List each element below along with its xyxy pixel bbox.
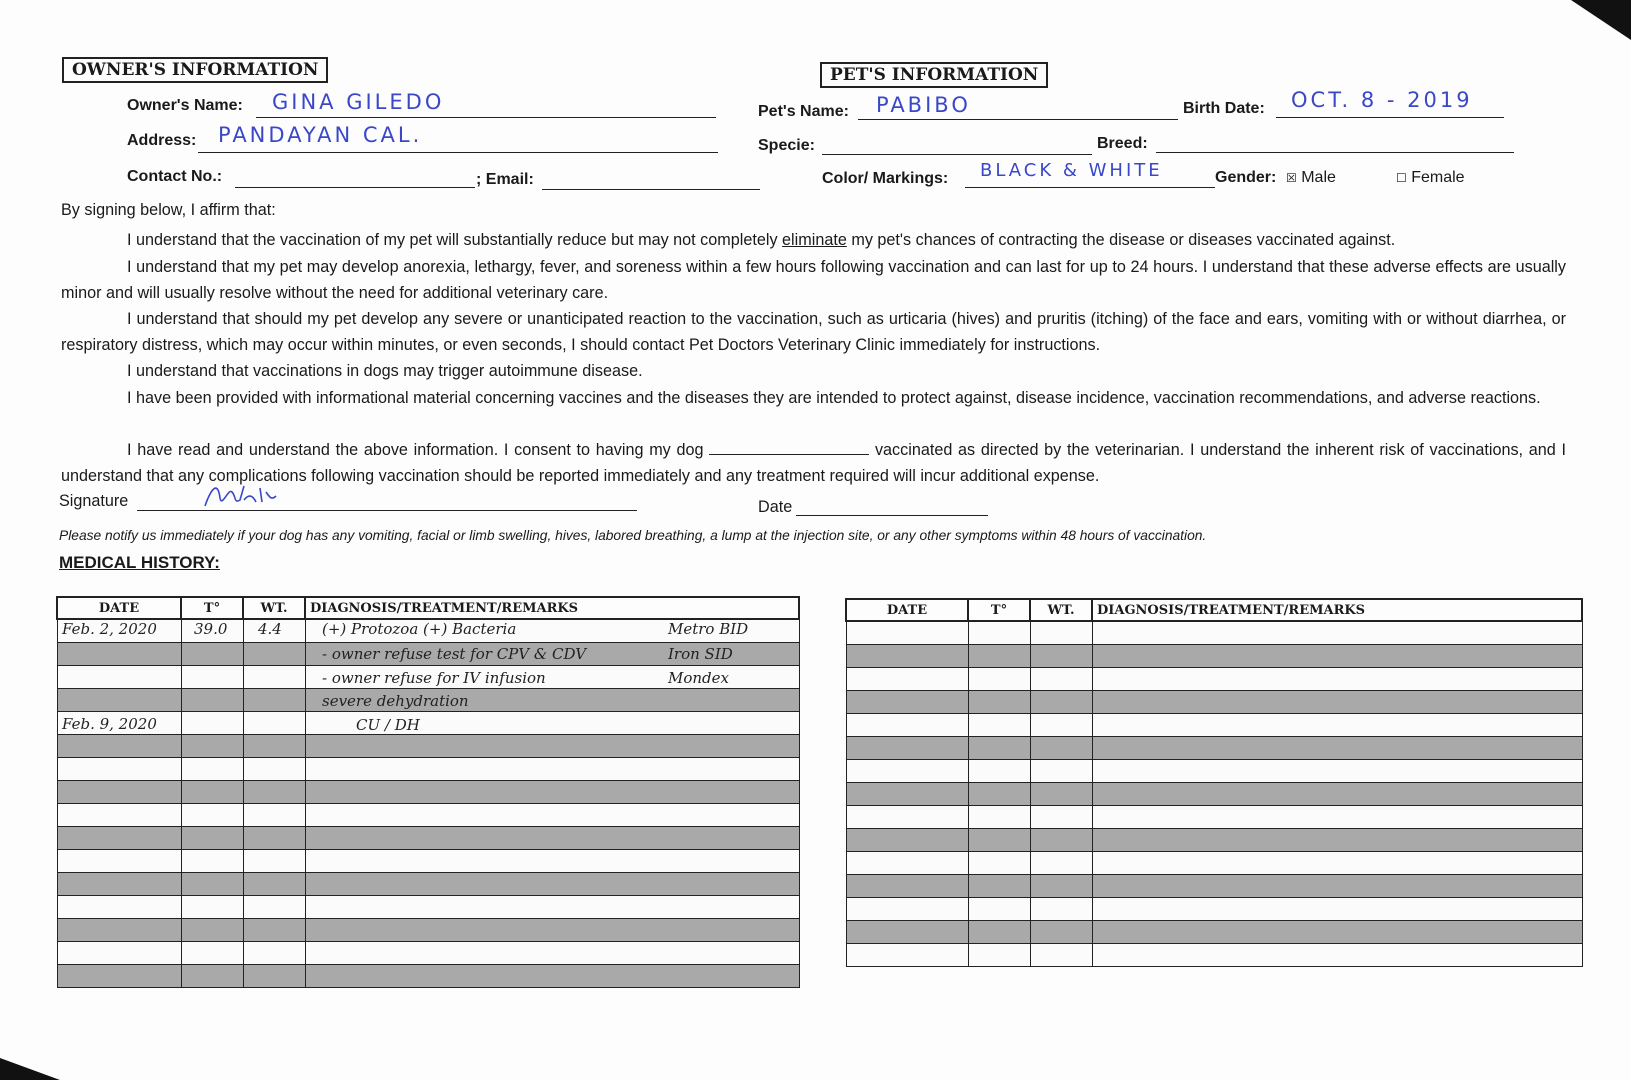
table-row[interactable] bbox=[57, 965, 799, 988]
col-remarks: DIAGNOSIS/TREATMENT/REMARKS bbox=[1092, 599, 1582, 621]
email-label: ; Email: bbox=[476, 171, 534, 188]
color-markings-line bbox=[965, 187, 1215, 188]
table-row[interactable] bbox=[846, 875, 1582, 898]
consent-paragraph-3: I understand that should my pet develop any severe or unanticipated reaction to the vaccination, such as urticaria (hives) and pruritis (itching) of the face and ears, vomiting with or without diarrhea, or respiratory distress, which may occur within minutes, or even seconds, I should contact Pet Doctors Veterinary Clinic immediately for instructions. bbox=[61, 310, 1566, 354]
entry-1-weight: 4.4 bbox=[258, 620, 282, 638]
consent-paragraph-1 bbox=[61, 227, 1566, 253]
entry-1-remarks: (+) Protozoa (+) Bacteria bbox=[322, 620, 517, 638]
gender-label: Gender: bbox=[1215, 169, 1277, 186]
table-row[interactable] bbox=[846, 829, 1582, 852]
table-row[interactable] bbox=[57, 896, 799, 919]
table-row[interactable] bbox=[846, 668, 1582, 691]
female-checkbox[interactable]: ☐ bbox=[1396, 171, 1407, 185]
table-row[interactable] bbox=[846, 737, 1582, 760]
table-row[interactable] bbox=[846, 852, 1582, 875]
date-line[interactable] bbox=[796, 515, 988, 516]
consent-paragraph-6 bbox=[61, 437, 1566, 489]
table-row[interactable] bbox=[57, 712, 799, 735]
table-row[interactable] bbox=[57, 942, 799, 965]
table-row[interactable] bbox=[846, 898, 1582, 921]
birth-date-label: Birth Date: bbox=[1183, 100, 1265, 117]
dog-name-blank[interactable] bbox=[709, 440, 869, 455]
specie-line[interactable] bbox=[822, 154, 1092, 155]
pet-name-value[interactable]: PABIBO bbox=[876, 93, 971, 117]
table-row[interactable] bbox=[846, 921, 1582, 944]
contact-label: Contact No.: bbox=[127, 168, 223, 185]
pet-section-title: PET'S INFORMATION bbox=[820, 62, 1048, 88]
signature-label: Signature bbox=[59, 492, 129, 510]
address-line bbox=[198, 152, 718, 153]
table-row[interactable] bbox=[846, 691, 1582, 714]
scan-corner-bottom-left bbox=[0, 1058, 60, 1080]
specie-label: Specie: bbox=[758, 137, 815, 154]
table-row[interactable] bbox=[846, 621, 1582, 645]
scan-corner-top-right bbox=[1571, 0, 1631, 40]
entry-1-temp: 39.0 bbox=[194, 620, 228, 638]
p1-before: I understand that the vaccination of my pet will substantially reduce but may not completely bbox=[127, 231, 783, 249]
table-row[interactable] bbox=[846, 760, 1582, 783]
notice-text: Please notify us immediately if your dog has any vomiting, facial or limb swelling, hives, labored breathing, a lump at the injection site, or any other symptoms within 48 hours of vaccination. bbox=[59, 528, 1207, 543]
color-markings-value[interactable]: BLACK & WHITE bbox=[980, 160, 1163, 181]
table-row[interactable] bbox=[846, 944, 1582, 967]
contact-line[interactable] bbox=[235, 187, 475, 188]
col-date: DATE bbox=[846, 599, 968, 621]
col-weight: WT. bbox=[243, 597, 305, 619]
medical-history-title: MEDICAL HISTORY: bbox=[59, 553, 220, 572]
col-temp: T° bbox=[968, 599, 1030, 621]
p1-underlined: eliminate bbox=[782, 231, 847, 249]
consent-paragraph-4: I understand that vaccinations in dogs may trigger autoimmune disease. bbox=[127, 362, 643, 380]
p6-before: I have read and understand the above information. I consent to having my dog bbox=[127, 441, 704, 459]
signature-scribble bbox=[200, 478, 280, 512]
pet-name-label: Pet's Name: bbox=[758, 103, 849, 120]
entry-3-side: Mondex bbox=[668, 669, 729, 687]
table-row[interactable] bbox=[846, 783, 1582, 806]
table-row[interactable] bbox=[846, 806, 1582, 829]
owner-name-line bbox=[256, 117, 716, 118]
owner-section-title: OWNER'S INFORMATION bbox=[62, 57, 328, 83]
address-label: Address: bbox=[127, 132, 197, 149]
col-date: DATE bbox=[57, 597, 181, 619]
gender-female-label: Female bbox=[1411, 169, 1465, 186]
color-markings-label: Color/ Markings: bbox=[822, 170, 949, 187]
table-row[interactable] bbox=[57, 758, 799, 781]
date-label: Date bbox=[758, 498, 793, 516]
p6-after: vaccinated as directed by the veterinarian. I understand the inherent risk of vaccinations, and I understand that any complications following vaccination should be reported immediately and any treatment required will incur additional expense. bbox=[61, 441, 1566, 485]
entry-5-remarks: CU / DH bbox=[356, 716, 420, 734]
entry-5-date: Feb. 9, 2020 bbox=[62, 715, 157, 733]
breed-label: Breed: bbox=[1097, 135, 1148, 152]
col-temp: T° bbox=[181, 597, 243, 619]
table-row[interactable] bbox=[57, 804, 799, 827]
pet-name-line bbox=[858, 119, 1178, 120]
entry-4-remarks: severe dehydration bbox=[322, 692, 469, 710]
gender-female-option[interactable] bbox=[1396, 169, 1465, 187]
col-weight: WT. bbox=[1030, 599, 1092, 621]
p1-after: my pet's chances of contracting the disease or diseases vaccinated against. bbox=[846, 231, 1396, 249]
entry-3-remarks: - owner refuse for IV infusion bbox=[322, 669, 546, 687]
table-row[interactable] bbox=[57, 873, 799, 896]
table-row[interactable] bbox=[57, 850, 799, 873]
owner-name-value[interactable]: GINA GILEDO bbox=[272, 90, 445, 114]
entry-1-date: Feb. 2, 2020 bbox=[62, 620, 157, 638]
table-row[interactable] bbox=[57, 781, 799, 804]
consent-paragraph-5: I have been provided with informational material concerning vaccines and the diseases they are intended to protect against, disease incidence, vaccination recommendations, and adverse reactions. bbox=[127, 389, 1541, 407]
table-row[interactable] bbox=[846, 645, 1582, 668]
address-value[interactable]: PANDAYAN CAL. bbox=[218, 123, 423, 147]
male-checkbox[interactable]: ☒ bbox=[1286, 171, 1297, 185]
entry-1-side: Metro BID bbox=[668, 620, 749, 638]
owner-name-label: Owner's Name: bbox=[127, 97, 243, 114]
email-line[interactable] bbox=[542, 189, 760, 190]
birth-date-line bbox=[1276, 117, 1504, 118]
medical-history-table-right bbox=[845, 598, 1583, 967]
consent-intro: By signing below, I affirm that: bbox=[61, 201, 276, 219]
table-row[interactable] bbox=[57, 735, 799, 758]
gender-male-label: Male bbox=[1301, 169, 1336, 186]
entry-2-side: Iron SID bbox=[668, 645, 733, 663]
gender-male-option[interactable] bbox=[1286, 169, 1336, 187]
consent-paragraph-2: I understand that my pet may develop anorexia, lethargy, fever, and soreness within a few hours following vaccination and can last for up to 24 hours. I understand that these adverse effects are usually minor and will usually resolve without the need for additional veterinary care. bbox=[61, 258, 1566, 302]
entry-2-remarks: - owner refuse test for CPV & CDV bbox=[322, 645, 587, 663]
table-row[interactable] bbox=[57, 919, 799, 942]
table-row[interactable] bbox=[57, 827, 799, 850]
breed-line[interactable] bbox=[1156, 152, 1514, 153]
col-remarks: DIAGNOSIS/TREATMENT/REMARKS bbox=[305, 597, 799, 619]
table-row[interactable] bbox=[846, 714, 1582, 737]
birth-date-value[interactable]: OCT. 8 - 2019 bbox=[1291, 88, 1473, 112]
